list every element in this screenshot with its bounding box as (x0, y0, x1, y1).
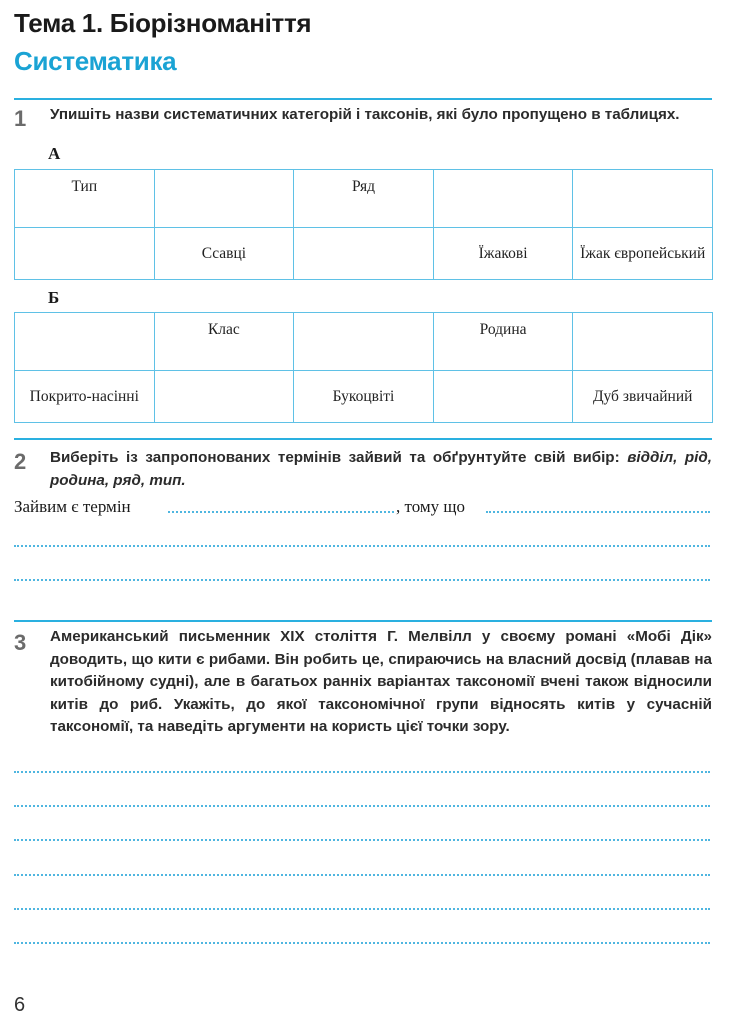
answer-line[interactable] (14, 579, 710, 581)
table-b-row-2 (15, 371, 713, 423)
answer-line[interactable] (14, 771, 710, 773)
table-a-row-2 (15, 228, 713, 280)
task-3-text: Американський письменник XIX століття Г. Мелвілл у своєму романі «Мобі Дік» доводить, що кити є рибами. Він робить це, спираючись на власний досвід (плавав на китобійному судні), але в багатьох ранніх варіантах таксономії вчені також відносили китів до риб. Укажіть, до якої таксономічної групи відносять китів у сучасній таксономії, та наведіть аргументи на користь цієї точки зору. (50, 628, 712, 735)
table-b-cell-blank[interactable] (573, 313, 713, 371)
table-a-cell: Їжакові (433, 228, 573, 280)
table-b-cell-blank[interactable] (154, 371, 294, 423)
answer-blank-term[interactable] (168, 511, 394, 513)
answer-middle: , тому що (396, 497, 465, 516)
answer-prefix: Зайвим є термін (14, 497, 131, 516)
table-b-cell: Родина (433, 313, 573, 371)
page-number: 6 (14, 994, 26, 1016)
table-b-cell-blank[interactable] (15, 313, 155, 371)
answer-line[interactable] (14, 545, 710, 547)
table-a-cell: Ссавці (154, 228, 294, 280)
table-b-cell: Покрито-насінні (15, 371, 155, 423)
table-b (14, 312, 713, 423)
answer-blank-reason[interactable] (486, 511, 710, 513)
topic-title: Тема 1. Біорізноманіття (14, 8, 312, 38)
task-1-text: Упишіть назви систематичних категорій і таксонів, які було пропущено в таблицях. (50, 106, 680, 123)
table-b-cell: Клас (154, 313, 294, 371)
table-b-cell: Букоцвіті (294, 371, 434, 423)
task-2-divider (14, 438, 712, 440)
table-b-label: Б (48, 288, 60, 307)
task-2-instruction: Виберіть із запропонованих термінів зайвий та обґрунтуйте свій вибір: (50, 449, 628, 466)
table-a-row-1 (15, 170, 713, 228)
task-3-divider (14, 620, 712, 622)
task-2-terms: відділ, рід, родина, ряд, тип. (50, 449, 712, 489)
table-a-cell: Ряд (294, 170, 434, 228)
section-title: Систематика (14, 46, 177, 76)
answer-line[interactable] (14, 874, 710, 876)
table-b-row-1 (15, 313, 713, 371)
table-a-cell-blank[interactable] (433, 170, 573, 228)
table-b-cell: Дуб звичайний (573, 371, 713, 423)
task-1-number: 1 (14, 106, 27, 131)
answer-line[interactable] (14, 805, 710, 807)
table-a-cell-blank[interactable] (294, 228, 434, 280)
answer-line[interactable] (14, 908, 710, 910)
table-a-cell: Тип (15, 170, 155, 228)
table-a-cell: Їжак європейський (573, 228, 713, 280)
task-3-number: 3 (14, 630, 27, 655)
table-a-label: А (48, 144, 61, 163)
table-a-cell-blank[interactable] (154, 170, 294, 228)
table-a (14, 169, 713, 280)
task-2-text (50, 447, 712, 492)
task-1-divider (14, 98, 712, 100)
answer-line[interactable] (14, 839, 710, 841)
task-2-number: 2 (14, 449, 27, 474)
table-b-cell-blank[interactable] (433, 371, 573, 423)
table-b-cell-blank[interactable] (294, 313, 434, 371)
table-a-cell-blank[interactable] (15, 228, 155, 280)
table-a-cell-blank[interactable] (573, 170, 713, 228)
answer-line[interactable] (14, 942, 710, 944)
